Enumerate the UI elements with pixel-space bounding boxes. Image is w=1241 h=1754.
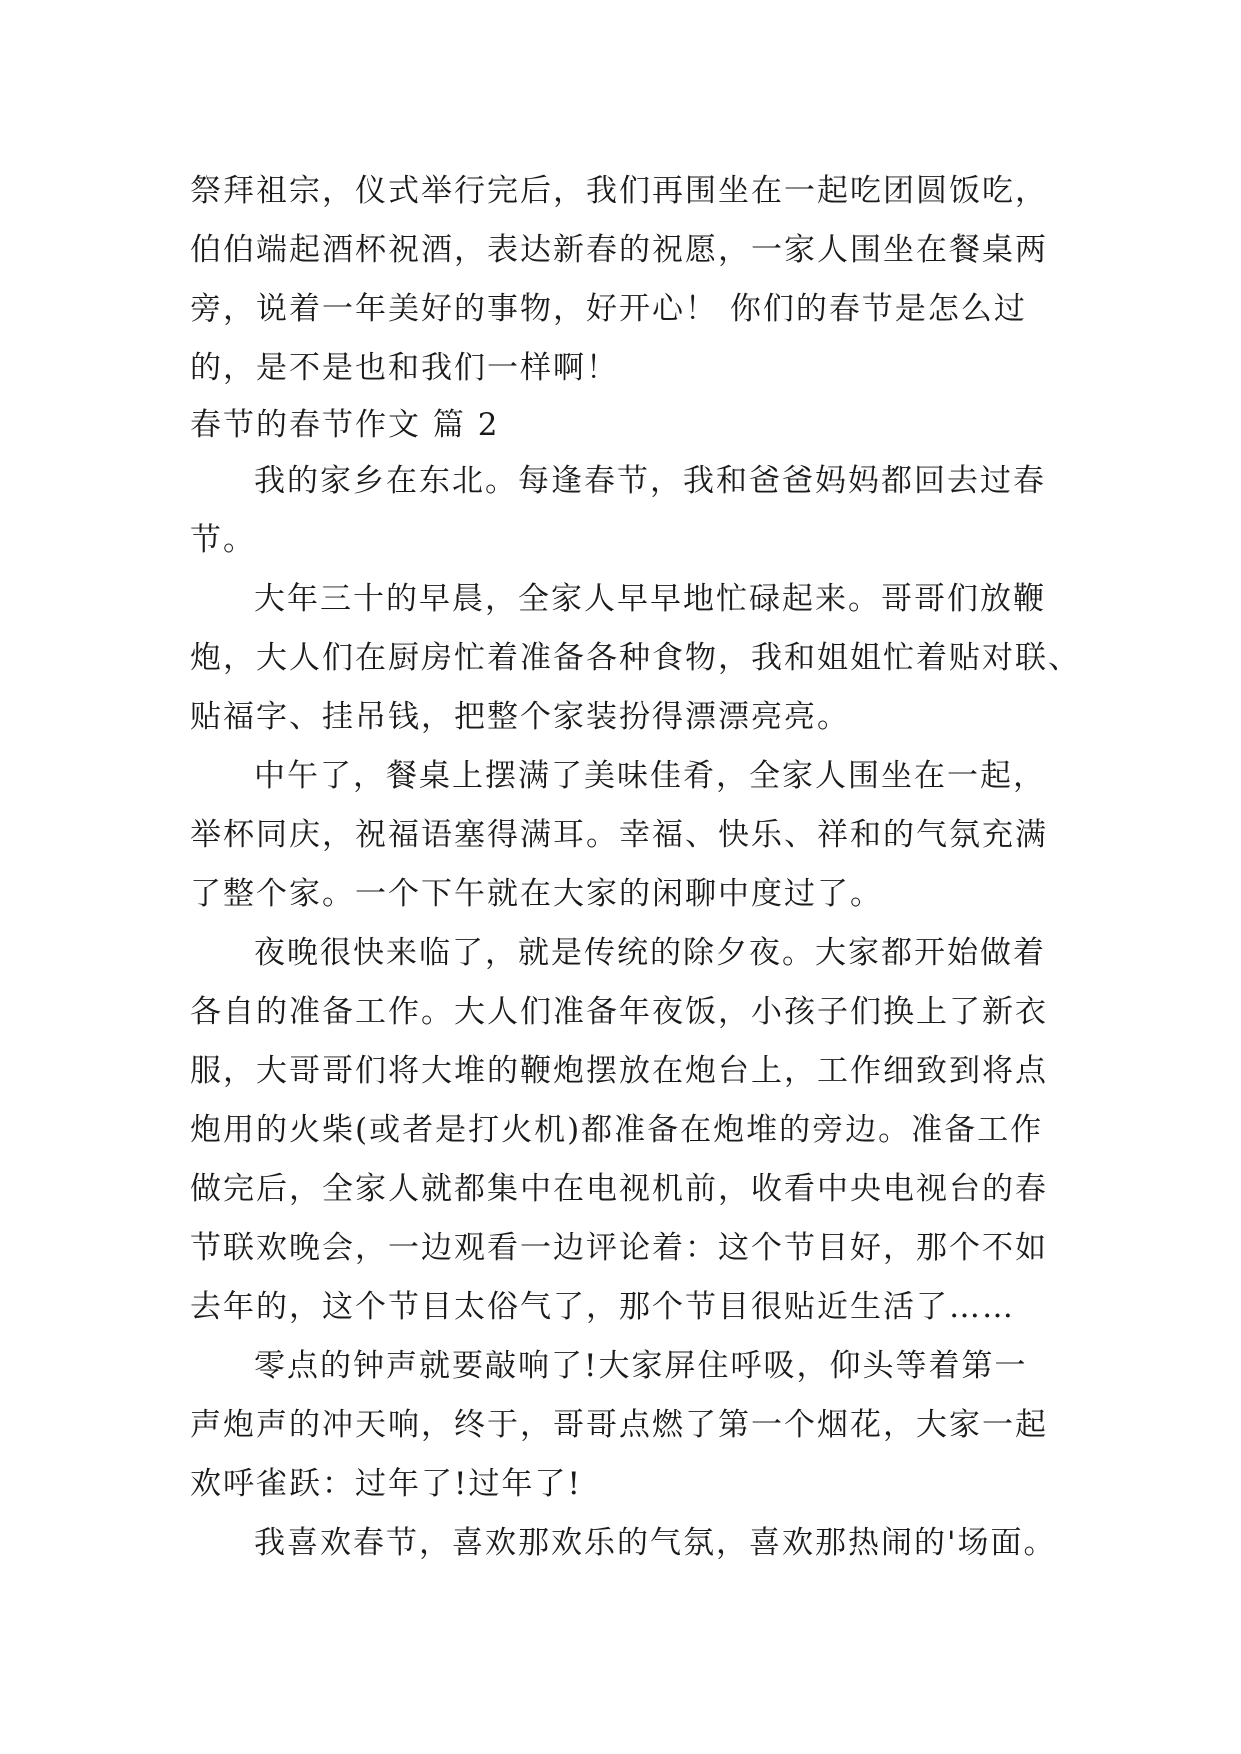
- paragraph-2: [190, 570, 1081, 747]
- paragraph-3: [190, 747, 1070, 924]
- text-line: 举杯同庆，祝福语塞得满耳。幸福、快乐、祥和的气氛充满: [190, 817, 1048, 853]
- text-line: 炮用的火柴(或者是打火机)都准备在炮堆的旁边。准备工作: [190, 1112, 1044, 1148]
- text-line: 我的家乡在东北。每逢春节，我和爸爸妈妈都回去过春: [254, 463, 1046, 499]
- text-line: 做完后，全家人就都集中在电视机前，收看中央电视台的春: [190, 1171, 1048, 1207]
- text-line: 去年的，这个节目太俗气了，那个节目很贴近生活了……: [190, 1289, 1015, 1325]
- text-line: 伯伯端起酒杯祝酒，表达新春的祝愿，一家人围坐在餐桌两: [190, 232, 1048, 268]
- paragraph-4: [190, 924, 1070, 1337]
- text-line: 节。: [190, 522, 256, 558]
- intro-paragraph: [190, 162, 1070, 398]
- text-line: 的，是不是也和我们一样啊！: [190, 350, 619, 386]
- text-line: 旁，说着一年美好的事物，好开心！ 你们的春节是怎么过: [190, 291, 1027, 327]
- text-line: 中午了，餐桌上摆满了美味佳肴，全家人围坐在一起，: [254, 758, 1046, 794]
- text-line: 贴福字、挂吊钱，把整个家装扮得漂漂亮亮。: [190, 699, 850, 735]
- text-line: 大年三十的早晨，全家人早早地忙碌起来。哥哥们放鞭: [254, 581, 1046, 617]
- text-line: 零点的钟声就要敲响了!大家屏住呼吸，仰头等着第一: [254, 1348, 1028, 1384]
- text-line: 节联欢晚会，一边观看一边评论着：这个节目好，那个不如: [190, 1230, 1048, 1266]
- document-page: [190, 162, 1081, 1573]
- text-line: 夜晚很快来临了，就是传统的除夕夜。大家都开始做着: [254, 935, 1046, 971]
- text-line: 欢呼雀跃：过年了!过年了!: [190, 1466, 582, 1502]
- text-line: 炮，大人们在厨房忙着准备各种食物，我和姐姐忙着贴对联、: [190, 640, 1081, 676]
- section-title: 春节的春节作文 篇 2: [190, 407, 500, 443]
- text-line: 我喜欢春节，喜欢那欢乐的气氛，喜欢那热闹的'场面。: [254, 1525, 1057, 1561]
- text-line: 服，大哥哥们将大堆的鞭炮摆放在炮台上，工作细致到将点: [190, 1053, 1048, 1089]
- paragraph-6: [190, 1514, 1070, 1573]
- text-line: 祭拜祖宗，仪式举行完后，我们再围坐在一起吃团圆饭吃，: [190, 173, 1048, 209]
- text-line: 各自的准备工作。大人们准备年夜饭，小孩子们换上了新衣: [190, 994, 1048, 1030]
- text-line: 了整个家。一个下午就在大家的闲聊中度过了。: [190, 876, 883, 912]
- paragraph-1: [190, 452, 1070, 570]
- text-line: 声炮声的冲天响，终于，哥哥点燃了第一个烟花，大家一起: [190, 1407, 1048, 1443]
- paragraph-5: [190, 1337, 1070, 1514]
